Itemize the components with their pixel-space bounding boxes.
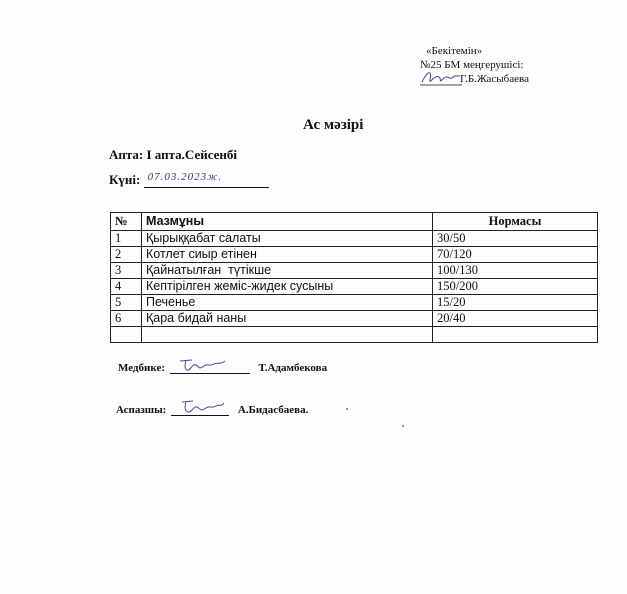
approval-position: №25 БМ меңгерушісі: [420,59,524,71]
row-number: 3 [111,263,142,279]
row-norm: 150/200 [433,279,598,295]
date-line [144,173,269,188]
nurse-label: Медбике: [118,362,165,374]
approval-block [420,44,570,90]
nurse-signature-icon [178,355,228,373]
row-number: 2 [111,247,142,263]
date-value: 07.03.2023ж. [147,171,223,183]
header-norm: Нормасы [433,213,598,231]
scan-speck [402,425,404,427]
row-dish: Кептірілген жеміс-жидек сусыны [142,279,433,295]
approval-heading: «Бекітемін» [426,45,483,57]
row-dish [142,327,433,343]
table-row [111,247,598,263]
row-norm: 100/130 [433,263,598,279]
row-dish: Қырыққабат салаты [142,231,433,247]
date-row [109,172,269,188]
table-header-row [111,213,598,231]
table-row [111,263,598,279]
week-day-label: Апта: І апта.Сейсенбі [109,147,238,162]
row-number: 5 [111,295,142,311]
row-dish: Қара бидай наны [142,311,433,327]
page-title: Ас мәзірі [303,117,364,133]
cook-name: А.Бидасбаева. [237,404,309,416]
row-number: 1 [111,231,142,247]
cook-signature-line [171,403,229,416]
row-norm: 15/20 [433,295,598,311]
table-row [111,295,598,311]
approval-signature-line [420,72,570,90]
header-number: № [111,213,142,231]
nurse-signature-row [118,361,327,374]
table-row [111,231,598,247]
row-norm: 30/50 [433,231,598,247]
director-name: Г.Б.Жасыбаева [460,73,529,85]
row-dish: Печенье [142,295,433,311]
nurse-signature-line [170,361,250,374]
row-norm: 20/40 [433,311,598,327]
row-norm [433,327,598,343]
nurse-name: Т.Адамбекова [258,362,328,374]
menu-table [110,212,598,343]
table-row-empty [111,327,598,343]
row-number [111,327,142,343]
scan-speck [346,408,348,410]
row-dish: Котлет сиыр етінен [142,247,433,263]
row-norm: 70/120 [433,247,598,263]
row-number: 4 [111,279,142,295]
table-row [111,311,598,327]
date-label: Күні: [109,172,141,187]
cook-signature-row [116,403,308,416]
header-content: Мазмұны [142,213,433,231]
cook-signature-icon [179,397,225,415]
row-number: 6 [111,311,142,327]
director-signature-icon [420,68,462,88]
row-dish: Қайнатылған түтікше [142,263,433,279]
table-row [111,279,598,295]
cook-label: Аспазшы: [116,404,167,416]
